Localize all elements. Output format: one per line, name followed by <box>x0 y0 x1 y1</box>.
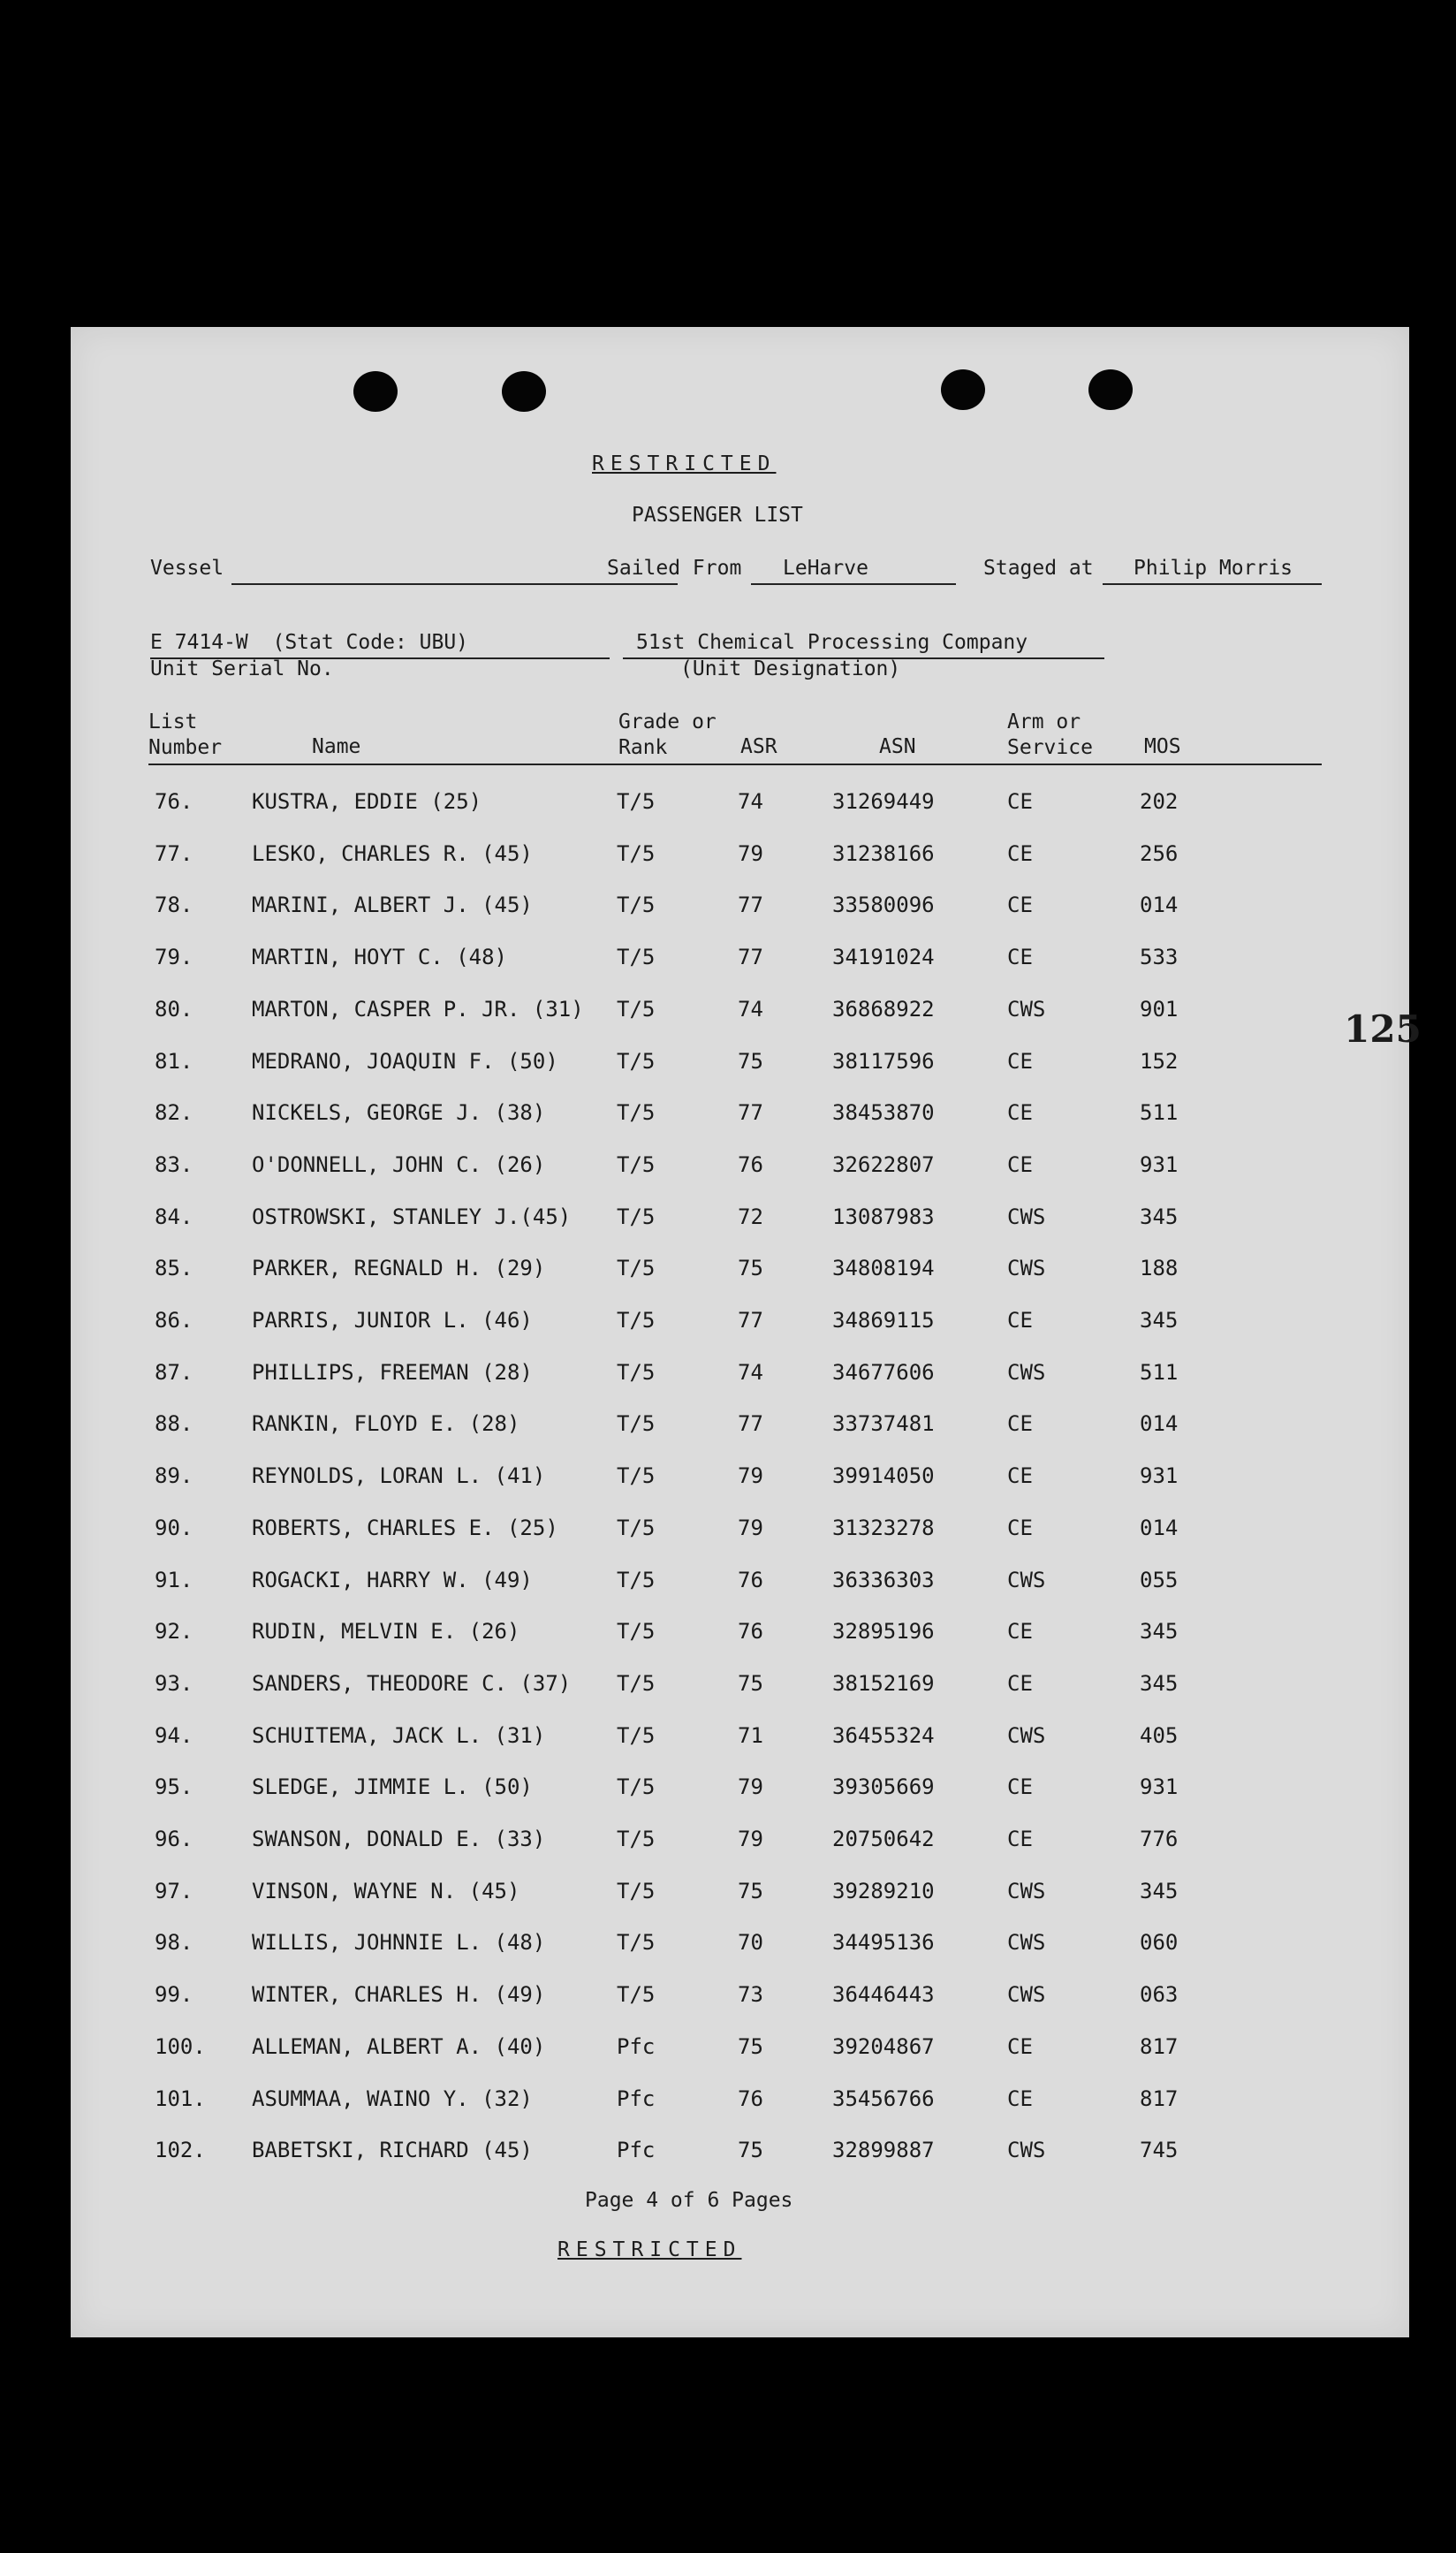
asr-value: 77 <box>738 1411 763 1437</box>
asn-value: 36446443 <box>832 1982 935 2008</box>
asn-value: 34869115 <box>832 1308 935 1333</box>
asr-value: 74 <box>738 996 763 1022</box>
asr-value: 71 <box>738 1722 763 1748</box>
asr-value: 79 <box>738 1463 763 1489</box>
passenger-name: PARRIS, JUNIOR L. (46) <box>252 1308 533 1333</box>
asr-value: 75 <box>738 2138 763 2163</box>
mos-code: 256 <box>1140 840 1179 866</box>
asn-value: 13087983 <box>832 1204 935 1229</box>
mos-code: 014 <box>1140 1515 1179 1540</box>
arm-service: CE <box>1007 2033 1033 2059</box>
arm-service: CE <box>1007 893 1033 918</box>
grade-rank: T/5 <box>617 1256 656 1281</box>
passenger-name: SLEDGE, JIMMIE L. (50) <box>252 1774 533 1800</box>
vessel-line <box>231 583 678 585</box>
list-number: 76. <box>155 789 193 814</box>
grade-rank: T/5 <box>617 1567 656 1592</box>
passenger-name: RUDIN, MELVIN E. (26) <box>252 1619 520 1645</box>
asr-value: 75 <box>738 1048 763 1074</box>
passenger-name: ASUMMAA, WAINO Y. (32) <box>252 2086 533 2111</box>
passenger-name: MARINI, ALBERT J. (45) <box>252 893 533 918</box>
col-arm-line2: Service <box>1007 736 1093 759</box>
grade-rank: T/5 <box>617 1100 656 1126</box>
list-number: 98. <box>155 1930 193 1956</box>
page-title: PASSENGER LIST <box>632 504 803 527</box>
grade-rank: T/5 <box>617 1151 656 1177</box>
document-page <box>71 327 1422 2337</box>
list-number: 93. <box>155 1670 193 1696</box>
table-row <box>71 1151 1409 1203</box>
grade-rank: Pfc <box>617 2138 656 2163</box>
arm-service: CWS <box>1007 1722 1046 1748</box>
punch-hole <box>1088 369 1133 410</box>
table-row <box>71 788 1409 840</box>
sailed-from-label: Sailed From <box>607 557 742 580</box>
asn-value: 38453870 <box>832 1100 935 1126</box>
arm-service: CWS <box>1007 996 1046 1022</box>
list-number: 79. <box>155 945 193 970</box>
passenger-name: RANKIN, FLOYD E. (28) <box>252 1411 520 1437</box>
table-row <box>71 1618 1409 1669</box>
col-arm <box>1007 710 1093 761</box>
arm-service: CWS <box>1007 1930 1046 1956</box>
passenger-name: NICKELS, GEORGE J. (38) <box>252 1100 546 1126</box>
restricted-heading: RESTRICTED <box>592 452 777 475</box>
table-row <box>71 1307 1409 1358</box>
asn-value: 39914050 <box>832 1463 935 1489</box>
arm-service: CE <box>1007 1774 1033 1800</box>
asn-value: 32622807 <box>832 1151 935 1177</box>
mos-code: 511 <box>1140 1100 1179 1126</box>
arm-service: CWS <box>1007 2138 1046 2163</box>
list-number: 78. <box>155 893 193 918</box>
list-number: 97. <box>155 1878 193 1903</box>
grade-rank: T/5 <box>617 1930 656 1956</box>
asr-value: 75 <box>738 2033 763 2059</box>
col-mos: MOS <box>1144 735 1181 758</box>
unit-designation-value: 51st Chemical Processing Company <box>636 631 1028 654</box>
arm-service: CWS <box>1007 1878 1046 1903</box>
asn-value: 33580096 <box>832 893 935 918</box>
punch-hole <box>353 371 398 412</box>
list-number: 89. <box>155 1463 193 1489</box>
grade-rank: T/5 <box>617 1048 656 1074</box>
asr-value: 79 <box>738 840 763 866</box>
passenger-name: PHILLIPS, FREEMAN (28) <box>252 1359 533 1385</box>
asn-value: 35456766 <box>832 2086 935 2111</box>
grade-rank: T/5 <box>617 1308 656 1333</box>
arm-service: CE <box>1007 1670 1033 1696</box>
mos-code: 405 <box>1140 1722 1179 1748</box>
mos-code: 188 <box>1140 1256 1179 1281</box>
asn-value: 34808194 <box>832 1256 935 1281</box>
restricted-footer: RESTRICTED <box>557 2238 742 2261</box>
asr-value: 79 <box>738 1774 763 1800</box>
list-number: 87. <box>155 1359 193 1385</box>
passenger-name: REYNOLDS, LORAN L. (41) <box>252 1463 546 1489</box>
grade-rank: T/5 <box>617 1204 656 1229</box>
table-row <box>71 1670 1409 1721</box>
list-number: 81. <box>155 1048 193 1074</box>
passenger-name: SWANSON, DONALD E. (33) <box>252 1827 546 1851</box>
mos-code: 063 <box>1140 1982 1179 2008</box>
arm-service: CWS <box>1007 1256 1046 1281</box>
sailed-from-value: LeHarve <box>783 557 868 580</box>
unit-designation-label: (Unit Designation) <box>680 657 901 680</box>
mos-code: 533 <box>1140 945 1179 970</box>
passenger-name: ALLEMAN, ALBERT A. (40) <box>252 2033 546 2059</box>
asn-value: 39305669 <box>832 1774 935 1800</box>
grade-rank: T/5 <box>617 840 656 866</box>
list-number: 80. <box>155 996 193 1022</box>
table-row <box>71 2033 1409 2085</box>
staged-at-label: Staged at <box>983 557 1094 580</box>
table-row <box>71 1878 1409 1929</box>
staged-at-value: Philip Morris <box>1134 557 1293 580</box>
asr-value: 79 <box>738 1515 763 1540</box>
col-grade-line1: Grade or <box>618 710 717 733</box>
passenger-name: ROGACKI, HARRY W. (49) <box>252 1567 533 1592</box>
arm-service: CE <box>1007 840 1033 866</box>
grade-rank: T/5 <box>617 1722 656 1748</box>
list-number: 91. <box>155 1567 193 1592</box>
mos-code: 511 <box>1140 1359 1179 1385</box>
table-row <box>71 2137 1409 2188</box>
list-number: 84. <box>155 1204 193 1229</box>
grade-rank: T/5 <box>617 1878 656 1903</box>
passenger-name: SCHUITEMA, JACK L. (31) <box>252 1722 546 1748</box>
asr-value: 77 <box>738 1308 763 1333</box>
grade-rank: T/5 <box>617 996 656 1022</box>
asn-value: 34677606 <box>832 1359 935 1385</box>
table-row <box>71 2086 1409 2137</box>
grade-rank: Pfc <box>617 2033 656 2059</box>
asr-value: 79 <box>738 1827 763 1851</box>
grade-rank: T/5 <box>617 789 656 814</box>
table-row <box>71 1722 1409 1774</box>
asn-value: 34191024 <box>832 945 935 970</box>
mos-code: 060 <box>1140 1930 1179 1956</box>
asn-value: 38152169 <box>832 1670 935 1696</box>
arm-service: CE <box>1007 1308 1033 1333</box>
arm-service: CE <box>1007 1827 1033 1851</box>
passenger-name: WINTER, CHARLES H. (49) <box>252 1982 546 2008</box>
col-arm-line1: Arm or <box>1007 710 1081 733</box>
list-number: 95. <box>155 1774 193 1800</box>
asr-value: 75 <box>738 1256 763 1281</box>
table-row <box>71 1048 1409 1099</box>
list-number: 94. <box>155 1722 193 1748</box>
passenger-name: PARKER, REGNALD H. (29) <box>252 1256 546 1281</box>
asn-value: 34495136 <box>832 1930 935 1956</box>
col-list-number-line1: List <box>148 710 198 733</box>
passenger-name: WILLIS, JOHNNIE L. (48) <box>252 1930 546 1956</box>
arm-service: CE <box>1007 1515 1033 1540</box>
asn-value: 36455324 <box>832 1722 935 1748</box>
asn-value: 39204867 <box>832 2033 935 2059</box>
grade-rank: T/5 <box>617 1463 656 1489</box>
table-row <box>71 1204 1409 1255</box>
table-row <box>71 1099 1409 1151</box>
passenger-name: MARTIN, HOYT C. (48) <box>252 945 507 970</box>
asn-value: 33737481 <box>832 1411 935 1437</box>
page-indicator: Page 4 of 6 Pages <box>585 2189 793 2212</box>
grade-rank: T/5 <box>617 1774 656 1800</box>
col-asr: ASR <box>740 735 777 758</box>
passenger-name: LESKO, CHARLES R. (45) <box>252 840 533 866</box>
list-number: 99. <box>155 1982 193 2008</box>
list-number: 88. <box>155 1411 193 1437</box>
mos-code: 152 <box>1140 1048 1179 1074</box>
unit-serial-label: Unit Serial No. <box>150 657 334 680</box>
col-name: Name <box>312 735 361 758</box>
asr-value: 72 <box>738 1204 763 1229</box>
arm-service: CE <box>1007 1619 1033 1645</box>
arm-service: CWS <box>1007 1982 1046 2008</box>
mos-code: 817 <box>1140 2086 1179 2111</box>
asn-value: 31269449 <box>832 789 935 814</box>
grade-rank: Pfc <box>617 2086 656 2111</box>
list-number: 86. <box>155 1308 193 1333</box>
mos-code: 901 <box>1140 996 1179 1022</box>
arm-service: CE <box>1007 1048 1033 1074</box>
sheet-number: 125 <box>1344 1007 1422 1051</box>
list-number: 96. <box>155 1827 193 1851</box>
asr-value: 76 <box>738 1151 763 1177</box>
asn-value: 39289210 <box>832 1878 935 1903</box>
table-row <box>71 1410 1409 1462</box>
mos-code: 345 <box>1140 1619 1179 1645</box>
grade-rank: T/5 <box>617 945 656 970</box>
table-row <box>71 1981 1409 2033</box>
table-row <box>71 1826 1409 1877</box>
mos-code: 931 <box>1140 1151 1179 1177</box>
mos-code: 345 <box>1140 1670 1179 1696</box>
list-number: 102. <box>155 2138 206 2163</box>
grade-rank: T/5 <box>617 1619 656 1645</box>
asn-value: 36868922 <box>832 996 935 1022</box>
list-number: 77. <box>155 840 193 866</box>
asr-value: 75 <box>738 1878 763 1903</box>
list-number: 100. <box>155 2033 206 2059</box>
mos-code: 014 <box>1140 893 1179 918</box>
list-number: 82. <box>155 1100 193 1126</box>
arm-service: CWS <box>1007 1359 1046 1385</box>
asn-value: 31238166 <box>832 840 935 866</box>
table-row <box>71 1359 1409 1410</box>
arm-service: CE <box>1007 945 1033 970</box>
mos-code: 931 <box>1140 1774 1179 1800</box>
asr-value: 76 <box>738 1619 763 1645</box>
arm-service: CE <box>1007 1151 1033 1177</box>
arm-service: CE <box>1007 789 1033 814</box>
passenger-name: O'DONNELL, JOHN C. (26) <box>252 1151 546 1177</box>
list-number: 90. <box>155 1515 193 1540</box>
mos-code: 776 <box>1140 1827 1179 1851</box>
col-list-number-line2: Number <box>148 736 223 759</box>
mos-code: 345 <box>1140 1878 1179 1903</box>
punch-hole <box>941 369 985 410</box>
arm-service: CWS <box>1007 1204 1046 1229</box>
list-number: 92. <box>155 1619 193 1645</box>
table-row <box>71 1567 1409 1618</box>
passenger-name: MARTON, CASPER P. JR. (31) <box>252 996 584 1022</box>
passenger-name: MEDRANO, JOAQUIN F. (50) <box>252 1048 558 1074</box>
passenger-name: KUSTRA, EDDIE (25) <box>252 789 482 814</box>
staged-at-line <box>1103 583 1322 585</box>
mos-code: 014 <box>1140 1411 1179 1437</box>
passenger-name: BABETSKI, RICHARD (45) <box>252 2138 533 2163</box>
unit-serial-value: E 7414-W (Stat Code: UBU) <box>150 631 469 654</box>
arm-service: CE <box>1007 1411 1033 1437</box>
table-row <box>71 1774 1409 1825</box>
arm-service: CE <box>1007 1463 1033 1489</box>
mos-code: 745 <box>1140 2138 1179 2163</box>
asr-value: 76 <box>738 2086 763 2111</box>
arm-service: CE <box>1007 1100 1033 1126</box>
mos-code: 202 <box>1140 789 1179 814</box>
mos-code: 345 <box>1140 1204 1179 1229</box>
grade-rank: T/5 <box>617 1670 656 1696</box>
col-asn: ASN <box>879 735 916 758</box>
arm-service: CWS <box>1007 1567 1046 1592</box>
vessel-label: Vessel <box>150 557 224 580</box>
col-list-number <box>148 710 222 761</box>
table-row <box>71 1515 1409 1566</box>
asn-value: 38117596 <box>832 1048 935 1074</box>
asr-value: 77 <box>738 945 763 970</box>
col-grade-line2: Rank <box>618 736 668 759</box>
asn-value: 31323278 <box>832 1515 935 1540</box>
asr-value: 77 <box>738 893 763 918</box>
table-row <box>71 1463 1409 1514</box>
arm-service: CE <box>1007 2086 1033 2111</box>
table-row <box>71 840 1409 892</box>
asr-value: 70 <box>738 1930 763 1956</box>
grade-rank: T/5 <box>617 1982 656 2008</box>
col-grade <box>618 710 717 761</box>
list-number: 83. <box>155 1151 193 1177</box>
mos-code: 055 <box>1140 1567 1179 1592</box>
grade-rank: T/5 <box>617 893 656 918</box>
asr-value: 76 <box>738 1567 763 1592</box>
asr-value: 74 <box>738 789 763 814</box>
header-rule <box>148 764 1322 765</box>
grade-rank: T/5 <box>617 1827 656 1851</box>
passenger-name: VINSON, WAYNE N. (45) <box>252 1878 520 1903</box>
table-row <box>71 1255 1409 1306</box>
sailed-from-line <box>751 583 956 585</box>
table-row <box>71 944 1409 995</box>
table-row <box>71 892 1409 943</box>
mos-code: 931 <box>1140 1463 1179 1489</box>
asr-value: 77 <box>738 1100 763 1126</box>
grade-rank: T/5 <box>617 1411 656 1437</box>
grade-rank: T/5 <box>617 1515 656 1540</box>
table-row <box>71 996 1409 1047</box>
asr-value: 75 <box>738 1670 763 1696</box>
asn-value: 20750642 <box>832 1827 935 1851</box>
asr-value: 74 <box>738 1359 763 1385</box>
list-number: 85. <box>155 1256 193 1281</box>
asn-value: 32899887 <box>832 2138 935 2163</box>
punch-hole <box>502 371 546 412</box>
passenger-name: ROBERTS, CHARLES E. (25) <box>252 1515 558 1540</box>
asr-value: 73 <box>738 1982 763 2008</box>
table-row <box>71 1929 1409 1980</box>
asn-value: 36336303 <box>832 1567 935 1592</box>
mos-code: 817 <box>1140 2033 1179 2059</box>
grade-rank: T/5 <box>617 1359 656 1385</box>
list-number: 101. <box>155 2086 206 2111</box>
passenger-name: OSTROWSKI, STANLEY J.(45) <box>252 1204 572 1229</box>
mos-code: 345 <box>1140 1308 1179 1333</box>
asn-value: 32895196 <box>832 1619 935 1645</box>
passenger-table <box>71 788 1409 2184</box>
passenger-name: SANDERS, THEODORE C. (37) <box>252 1670 572 1696</box>
